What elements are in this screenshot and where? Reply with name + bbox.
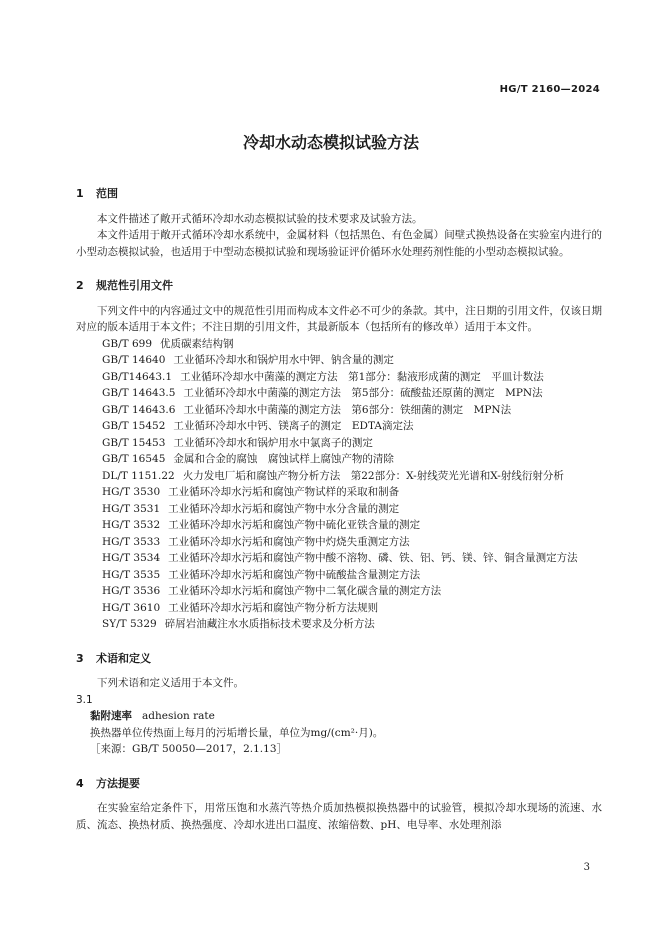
reference-title: 工业循环冷却水污垢和腐蚀产物中二氧化碳含量的测定方法	[168, 585, 442, 597]
reference-item	[76, 616, 602, 633]
paragraph: 在实验室给定条件下，用常压饱和水蒸汽等热介质加热模拟换热器中的试验管，模拟冷却水现场的流速、水质、流态、换热材质、换热强度、冷却水进出口温度、浓缩倍数、pH、电导率、水处理剂添	[76, 802, 602, 831]
reference-title: 火力发电厂垢和腐蚀产物分析方法 第22部分：X-射线荧光光谱和X-射线衍射分析	[182, 469, 564, 482]
reference-item	[76, 468, 602, 485]
reference-title: 金属和合金的腐蚀 腐蚀试样上腐蚀产物的清除	[173, 453, 394, 465]
reference-title: 工业循环冷却水和锅炉用水中氯离子的测定	[173, 436, 373, 449]
reference-title: 碎屑岩油藏注水水质指标技术要求及分析方法	[164, 618, 375, 630]
reference-code: GB/T 16545	[102, 453, 166, 465]
term-english: adhesion rate	[142, 710, 215, 722]
section-number: 3	[76, 651, 84, 665]
reference-item	[76, 583, 602, 600]
reference-item	[76, 402, 602, 419]
reference-title: 工业循环冷却水和锅炉用水中钾、钠含量的测定	[173, 354, 394, 366]
standard-code: HG/T 2160—2024	[499, 84, 600, 95]
term-source: ［来源：GB/T 50050—2017，2.1.13］	[90, 743, 288, 755]
term-definition: 换热器单位传热面上每月的污垢增长量，单位为mg/(cm²·月)。	[90, 726, 384, 739]
reference-title: 优质碳素结构钢	[160, 337, 234, 350]
document-body	[76, 178, 602, 833]
section-number: 2	[76, 279, 84, 292]
section-title: 术语和定义	[96, 651, 151, 665]
reference-item	[76, 336, 602, 353]
reference-code: GB/T 15453	[102, 436, 166, 449]
reference-title: 工业循环冷却水中钙、镁离子的测定 EDTA滴定法	[173, 420, 414, 432]
reference-title: 工业循环冷却水污垢和腐蚀产物中硫酸盐含量测定方法	[168, 568, 421, 581]
section-1-heading	[76, 186, 602, 203]
section-3-heading	[76, 651, 602, 668]
paragraph: 下列文件中的内容通过文中的规范性引用而构成本文件必不可少的条款。其中，注日期的引用文件，仅该日期对应的版本适用于本文件；不注日期的引用文件，其最新版本（包括所有的修改单）适用于本文件。	[76, 304, 602, 333]
reference-title: 工业循环冷却水中菌藻的测定方法 第1部分：黏液形成菌的测定 平皿计数法	[180, 370, 544, 383]
reference-code: SY/T 5329	[102, 618, 157, 630]
reference-title: 工业循环冷却水中菌藻的测定方法 第6部分：铁细菌的测定 MPN法	[183, 403, 512, 416]
reference-item	[76, 517, 602, 534]
reference-item	[76, 352, 602, 369]
reference-title: 工业循环冷却水污垢和腐蚀产物中硫化亚铁含量的测定	[168, 519, 421, 531]
term-number: 3.1	[76, 693, 93, 706]
section-number: 1	[76, 187, 84, 200]
reference-title: 工业循环冷却水污垢和腐蚀产物中灼烧失重测定方法	[168, 535, 410, 548]
term-chinese: 黏附速率	[90, 710, 132, 722]
reference-code: HG/T 3533	[102, 535, 161, 548]
section-title: 规范性引用文件	[96, 279, 173, 292]
reference-code: HG/T 3532	[102, 519, 161, 531]
reference-item	[76, 501, 602, 518]
section-number: 4	[76, 776, 84, 790]
reference-code: HG/T 3534	[102, 552, 161, 564]
reference-code: HG/T 3536	[102, 585, 161, 597]
reference-code: GB/T 699	[102, 337, 153, 350]
page-number: 3	[583, 862, 590, 873]
reference-item	[76, 435, 602, 452]
reference-title: 工业循环冷却水污垢和腐蚀产物分析方法规则	[168, 601, 379, 614]
reference-code: GB/T 14643.5	[102, 387, 176, 399]
section-title: 方法提要	[96, 776, 140, 790]
reference-code: HG/T 3530	[102, 486, 161, 498]
paragraph: 下列术语和定义适用于本文件。	[97, 677, 244, 689]
reference-item	[76, 567, 602, 584]
reference-item	[76, 550, 602, 567]
reference-item	[76, 418, 602, 435]
reference-item	[76, 385, 602, 402]
term-entry	[76, 708, 602, 725]
reference-code: HG/T 3610	[102, 601, 161, 614]
paragraph: 本文件适用于敞开式循环冷却水系统中，金属材料（包括黑色、有色金属）间壁式换热设备在实验室内进行的小型动态模拟试验，也适用于中型动态模拟试验和现场验证评价循环水处理药剂性能的小型动态模拟试验。	[76, 229, 602, 258]
section-2-heading	[76, 278, 602, 295]
reference-item	[76, 369, 602, 386]
section-4-heading	[76, 776, 602, 793]
reference-item	[76, 600, 602, 617]
reference-code: GB/T14643.1	[102, 370, 173, 383]
reference-code: DL/T 1151.22	[102, 469, 175, 482]
reference-item	[76, 484, 602, 501]
reference-code: GB/T 15452	[102, 420, 166, 432]
reference-item	[76, 534, 602, 551]
section-title: 范围	[96, 187, 118, 200]
reference-item	[76, 451, 602, 468]
document-title: 冷却水动态模拟试验方法	[242, 133, 419, 152]
reference-code: GB/T 14643.6	[102, 403, 176, 416]
reference-code: HG/T 3535	[102, 568, 161, 581]
reference-code: GB/T 14640	[102, 354, 166, 366]
reference-title: 工业循环冷却水中菌藻的测定方法 第5部分：硫酸盐还原菌的测定 MPN法	[183, 387, 543, 399]
paragraph: 本文件描述了敞开式循环冷却水动态模拟试验的技术要求及试验方法。	[97, 212, 423, 225]
reference-title: 工业循环冷却水污垢和腐蚀产物试样的采取和制备	[168, 486, 400, 498]
reference-code: HG/T 3531	[102, 502, 161, 515]
reference-title: 工业循环冷却水污垢和腐蚀产物中酸不溶物、磷、铁、铝、钙、镁、锌、铜含量测定方法	[168, 552, 578, 564]
reference-title: 工业循环冷却水污垢和腐蚀产物中水分含量的测定	[168, 502, 400, 515]
